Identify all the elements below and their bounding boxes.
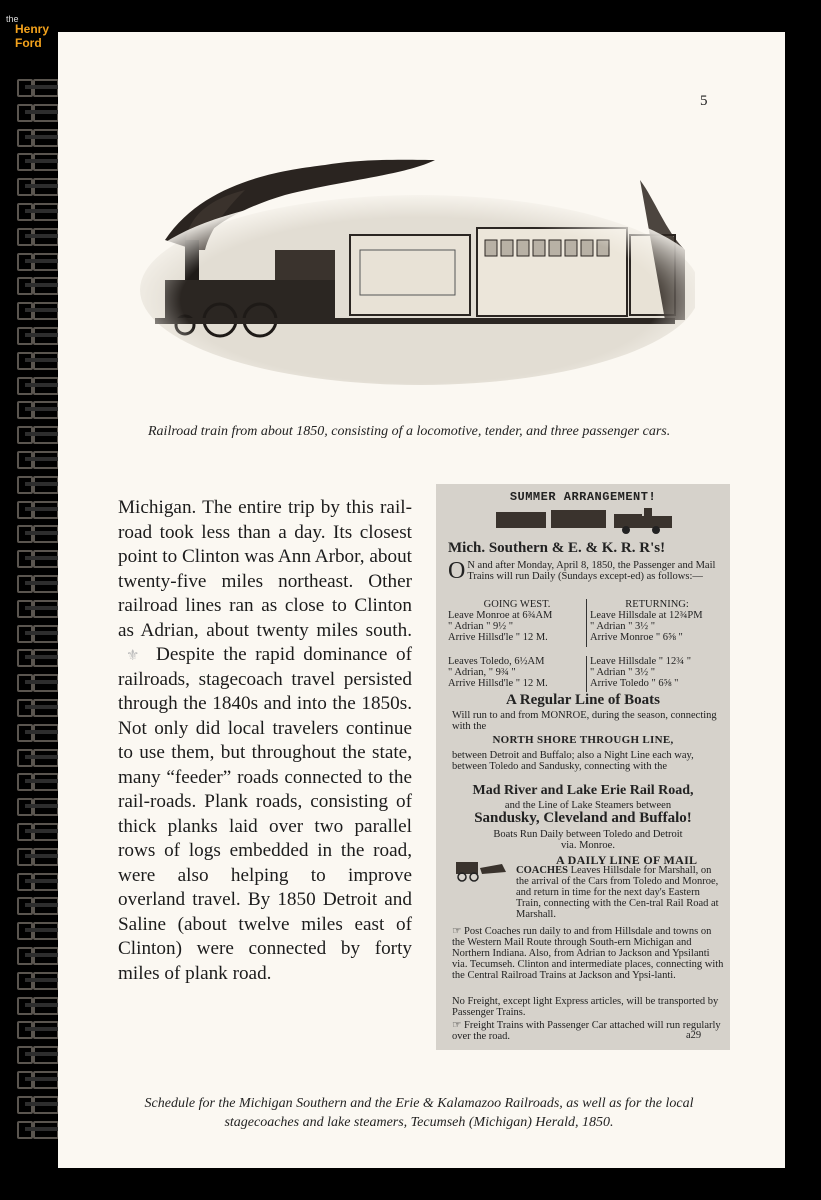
fleur-de-lis-icon: ⚜ <box>126 646 140 664</box>
schedule-cell: " Adrian " 3½ " <box>590 667 656 678</box>
schedule-cell: Leaves Toledo, 6½AM <box>448 656 545 667</box>
drop-cap: O <box>448 558 466 584</box>
schedule-table-2 <box>448 656 724 692</box>
lake-steamers-text: and the Line of Lake Steamers between <box>504 800 672 811</box>
sandusky-line: Sandusky, Cleveland and Buffalo! <box>474 810 692 826</box>
schedule-cell: Leave Hillsdale " 12¾ " <box>590 656 692 667</box>
schedule-cell: Leave Hillsdale at 12¾PM <box>590 610 703 621</box>
henry-ford-logo <box>0 12 48 54</box>
boats-run-text: Boats Run Daily between Toledo and Detroit <box>493 829 683 840</box>
schedule-cell: Leave Monroe at 6¾AM <box>448 610 553 621</box>
between-text: between Detroit and Buffalo; also a Night Line each way, between Toledo and Sandusky, connecting with the <box>452 750 694 772</box>
logo-the: the <box>6 14 19 24</box>
coaches-description: Leaves Hillsdale for Marshall, on the arrival of the Cars from Toledo and Monroe, and return in time for the next day's Eastern Train, connecting with the Cen-tral Rail Road at Marshall. <box>516 865 719 920</box>
north-shore-line: NORTH SHORE THROUGH LINE, <box>492 734 674 746</box>
schedule-caption: Schedule for the Michigan Southern and the Erie & Kalamazoo Railroads, as well as for the local stagecoaches and lake steamers, Tecumseh (Michigan) Herald, 1850. <box>144 1096 694 1130</box>
schedule-cell: Arrive Monroe " 6⅝ " <box>590 632 683 643</box>
page-number: 5 <box>700 93 708 109</box>
logo-ford: Ford <box>15 36 42 50</box>
daily-line-heading: A DAILY LINE OF MAIL <box>556 853 698 867</box>
intro-text: N and after Monday, April 8, 1850, the Passenger and Mail Trains will run Daily (Sundays except-ed) as follows:— <box>467 560 716 582</box>
schedule-cell: Arrive Hillsd'le " 12 M. <box>448 632 548 643</box>
schedule-table-1 <box>448 599 724 647</box>
mad-river-railroad: Mad River and Lake Erie Rail Road, <box>472 783 694 798</box>
going-west-label: GOING WEST. <box>483 599 551 610</box>
stagecoach-icon <box>452 858 512 882</box>
schedule-cell: " Adrian " 3½ " <box>590 621 656 632</box>
ad-code: a29 <box>686 1030 702 1041</box>
ad-intro <box>448 560 723 582</box>
schedule-cell: Arrive Toledo " 6⅝ " <box>590 678 679 689</box>
boats-heading: A Regular Line of Boats <box>506 692 660 708</box>
post-coaches-text: ☞ Post Coaches run daily to and from Hillsdale and towns on the Western Mail Route through South-ern Michigan and Northern Indiana. Also, from Adrian to Jackson and Ypsilanti via. Tecumseh. Clinton and intermediate places, connecting with the Central Railroad Trains at Jackson and Ypsi-lanti. <box>452 926 724 981</box>
logo-henry: Henry <box>15 22 50 36</box>
returning-label: RETURNING: <box>625 599 689 610</box>
train-illustration <box>125 140 695 390</box>
ad-heading: SUMMER ARRANGEMENT! <box>509 490 657 504</box>
coaches-label: COACHES <box>516 865 568 876</box>
railroad-name: Mich. Southern & E. & K. R. R's! <box>448 540 666 556</box>
schedule-advertisement <box>436 484 730 1050</box>
small-train-icon <box>496 506 676 534</box>
boats-text: Will run to and from MONROE, during the season, connecting with the <box>452 710 717 732</box>
schedule-cell: " Adrian, " 9¾ " <box>448 667 516 678</box>
illustration-caption: Railroad train from about 1850, consisting of a locomotive, tender, and three passenger cars. <box>148 424 671 439</box>
body-paragraph-1: Michigan. The entire trip by this rail-road took less than a day. Its closest point to Clinton was Ann Arbor, about twenty-five miles northeast. Other railroad lines ran as close to Clinton as Adrian, about twenty miles south. <box>118 497 412 641</box>
coaches-text <box>516 865 726 920</box>
via-monroe: via. Monroe. <box>561 840 615 851</box>
body-text <box>118 496 412 986</box>
schedule-cell: " Adrian " 9½ " <box>448 621 514 632</box>
freight-trains-text: ☞ Freight Trains with Passenger Car attached will run regularly over the road. <box>452 1020 721 1042</box>
freight-note: No Freight, except light Express articles, will be transported by Passenger Trains. <box>452 996 719 1018</box>
schedule-cell: Arrive Hillsd'le " 12 M. <box>448 678 548 689</box>
body-paragraph-2: Despite the rapid dominance of railroads, stagecoach travel persisted through the 1840s and into the 1850s. Not only did local travelers continue to use them, but throughout the state, many “feeder” roads connected to the rail-roads. Plank roads, consisting of thick planks laid over two parallel rows of logs embedded in the road, were also helping to improve overland travel. By 1850 Detroit and Saline (about twelve miles east of Clinton) were connected by forty miles of plank road. <box>118 644 413 984</box>
